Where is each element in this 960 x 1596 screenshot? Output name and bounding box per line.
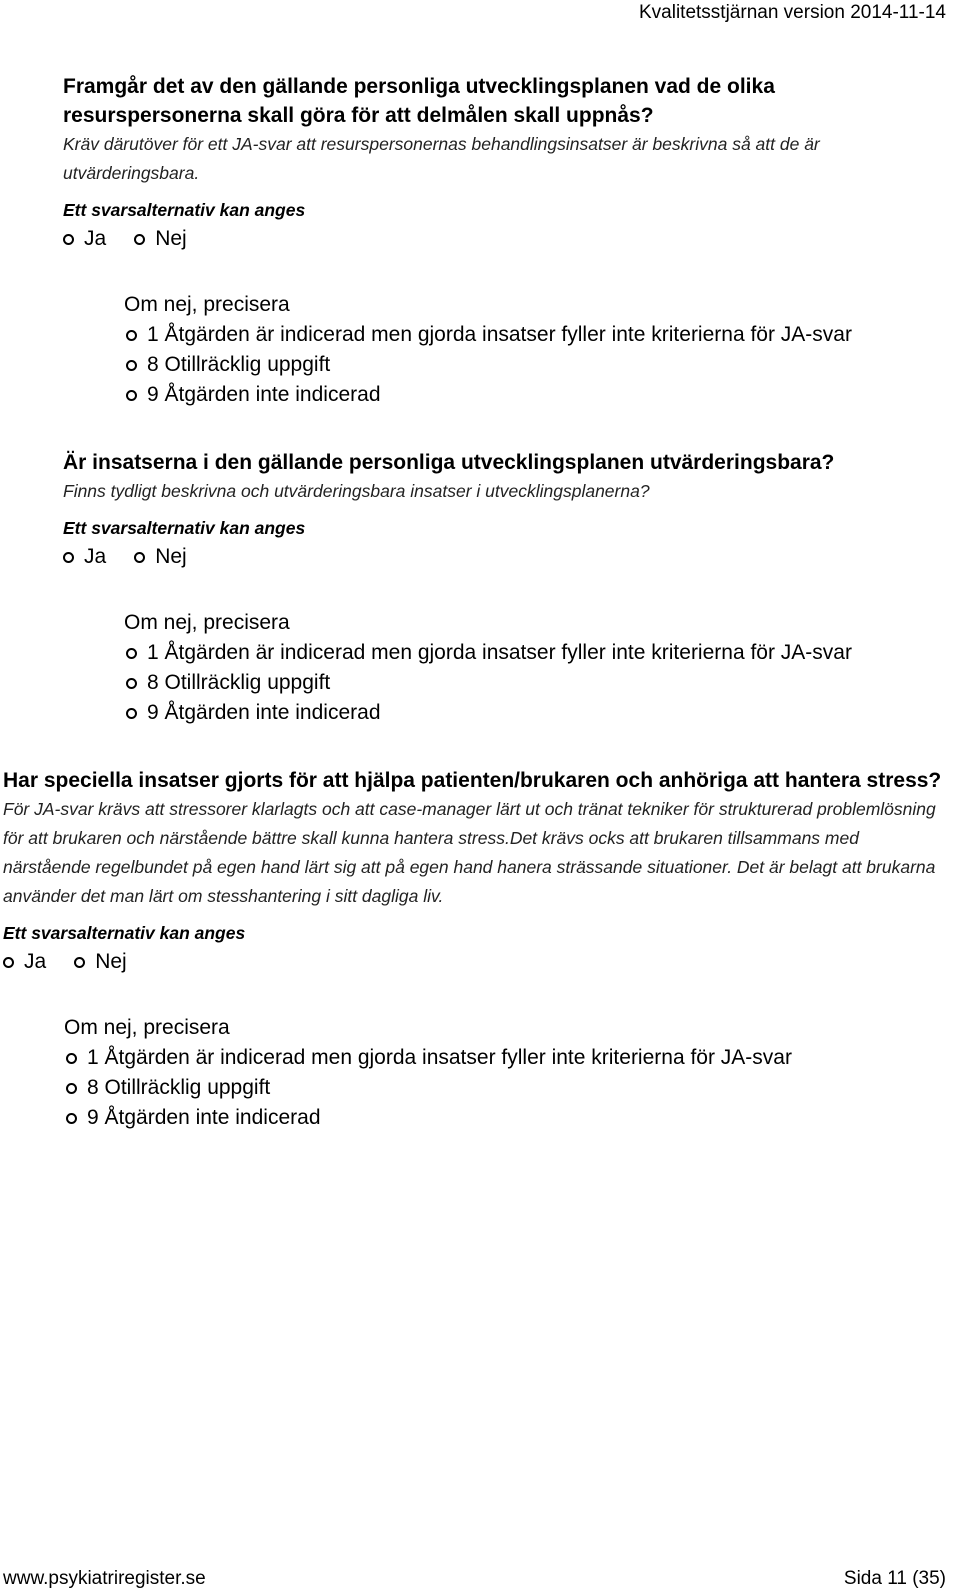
precise-option-8[interactable] <box>66 1073 943 1103</box>
no-radio-option[interactable] <box>74 947 127 977</box>
option-label: 1 Åtgärden är indicerad men gjorda insatser fyller inte kriterierna för JA-svar <box>147 641 852 664</box>
no-label: Nej <box>155 227 187 250</box>
yes-label: Ja <box>84 227 107 250</box>
yes-no-group <box>3 947 943 977</box>
precise-section <box>64 1013 943 1133</box>
option-label: 1 Åtgärden är indicerad men gjorda insatser fyller inte kriterierna för JA-svar <box>147 323 852 346</box>
yes-radio-option[interactable] <box>63 542 106 572</box>
option-label: 9 Åtgärden inte indicerad <box>147 383 381 406</box>
footer-page-number: Sida 11 (35) <box>843 1568 946 1589</box>
question-title: Har speciella insatser gjorts för att hjälpa patienten/brukaren och anhöriga att hantera stress? <box>3 769 942 792</box>
precise-option-9[interactable] <box>66 1103 943 1133</box>
question-description: Finns tydligt beskrivna och utvärderingsbara insatser i utvecklingsplanerna? <box>63 481 650 501</box>
precise-option-9[interactable] <box>126 380 923 410</box>
yes-no-group <box>63 224 923 254</box>
radio-circle-icon[interactable] <box>66 1053 77 1064</box>
radio-circle-icon[interactable] <box>126 360 137 371</box>
precise-section <box>124 608 923 728</box>
radio-circle-icon[interactable] <box>3 957 14 968</box>
precise-option-1[interactable] <box>126 320 923 350</box>
option-label: 1 Åtgärden är indicerad men gjorda insatser fyller inte kriterierna för JA-svar <box>87 1046 792 1069</box>
yes-label: Ja <box>24 950 47 973</box>
answer-hint: Ett svarsalternativ kan anges <box>63 200 306 220</box>
radio-circle-icon[interactable] <box>126 708 137 719</box>
precise-options <box>124 320 923 410</box>
document-version-header: Kvalitetsstjärnan version 2014-11-14 <box>639 2 946 23</box>
question-2 <box>63 448 923 728</box>
precise-options <box>64 1043 943 1133</box>
precise-option-8[interactable] <box>126 668 923 698</box>
question-title: Är insatserna i den gällande personliga utvecklingsplanen utvärderingsbara? <box>63 451 835 474</box>
precise-option-8[interactable] <box>126 350 923 380</box>
yes-no-group <box>63 542 923 572</box>
radio-circle-icon[interactable] <box>126 330 137 341</box>
radio-circle-icon[interactable] <box>74 957 85 968</box>
no-radio-option[interactable] <box>134 542 187 572</box>
precise-title: Om nej, precisera <box>124 611 290 634</box>
precise-title: Om nej, precisera <box>124 293 290 316</box>
precise-section <box>124 290 923 410</box>
yes-radio-option[interactable] <box>63 224 106 254</box>
answer-hint: Ett svarsalternativ kan anges <box>3 923 246 943</box>
option-label: 8 Otillräcklig uppgift <box>87 1076 271 1099</box>
answer-hint: Ett svarsalternativ kan anges <box>63 518 306 538</box>
yes-label: Ja <box>84 545 107 568</box>
radio-circle-icon[interactable] <box>126 648 137 659</box>
radio-circle-icon[interactable] <box>126 390 137 401</box>
precise-options <box>124 638 923 728</box>
option-label: 9 Åtgärden inte indicerad <box>147 701 381 724</box>
question-1 <box>63 72 923 410</box>
radio-circle-icon[interactable] <box>66 1113 77 1124</box>
option-label: 8 Otillräcklig uppgift <box>147 353 331 376</box>
yes-radio-option[interactable] <box>3 947 46 977</box>
precise-option-1[interactable] <box>126 638 923 668</box>
radio-circle-icon[interactable] <box>63 552 74 563</box>
no-radio-option[interactable] <box>134 224 187 254</box>
option-label: 8 Otillräcklig uppgift <box>147 671 331 694</box>
no-label: Nej <box>155 545 187 568</box>
precise-option-9[interactable] <box>126 698 923 728</box>
question-3 <box>3 766 943 1133</box>
radio-circle-icon[interactable] <box>126 678 137 689</box>
option-label: 9 Åtgärden inte indicerad <box>87 1106 321 1129</box>
radio-circle-icon[interactable] <box>63 234 74 245</box>
precise-option-1[interactable] <box>66 1043 943 1073</box>
no-label: Nej <box>95 950 127 973</box>
footer-website: www.psykiatriregister.se <box>3 1568 206 1589</box>
question-description: För JA-svar krävs att stressorer klarlagts och att case-manager lärt ut och tränat tekniker för strukturerad problemlösning för att brukaren och närstående bättre skall kunna hantera stress.Det krävs ocks att brukaren tillsammans med närstående regelbundet på egen hand lärt sig att på egen hand hanera strässande situationer. Det är belagt att brukarna använder det man lärt om stesshantering i sitt dagliga liv. <box>3 799 936 906</box>
question-description: Kräv därutöver för ett JA-svar att resurspersonernas behandlingsinsatser är beskrivna så att de är utvärderingsbara. <box>63 134 820 183</box>
precise-title: Om nej, precisera <box>64 1016 230 1039</box>
question-title: Framgår det av den gällande personliga utvecklingsplanen vad de olika resurspersonerna skall göra för att delmålen skall uppnås? <box>63 75 775 127</box>
radio-circle-icon[interactable] <box>66 1083 77 1094</box>
radio-circle-icon[interactable] <box>134 234 145 245</box>
radio-circle-icon[interactable] <box>134 552 145 563</box>
